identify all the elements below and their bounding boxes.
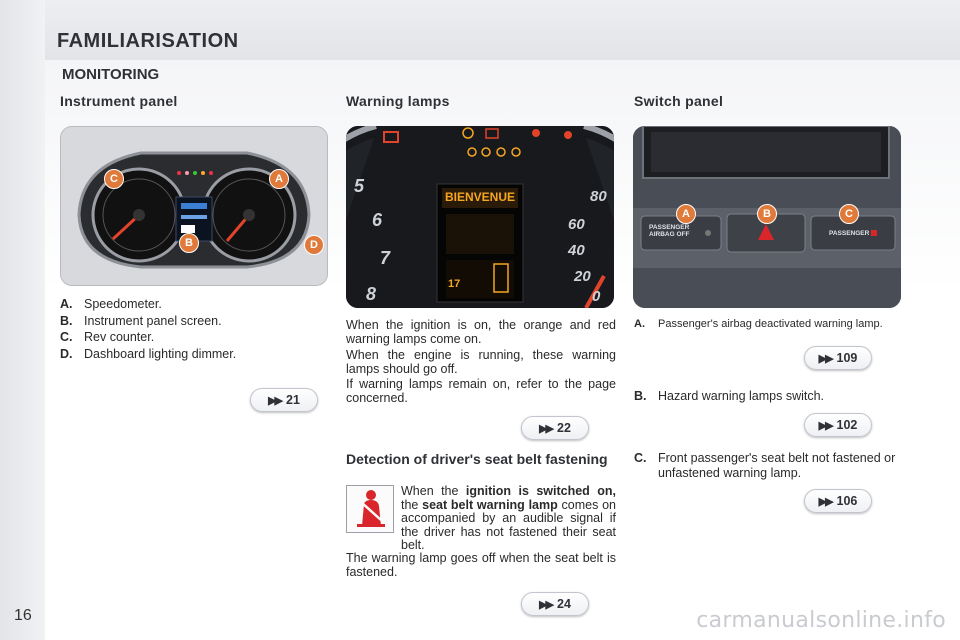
chapter-title: FAMILIARISATION	[57, 30, 239, 52]
list-item	[60, 313, 236, 330]
item-text: Passenger's airbag deactivated warning lamp.	[658, 318, 883, 330]
instrument-panel-list	[60, 296, 236, 362]
list-item	[60, 329, 236, 346]
dial-number: 20	[574, 268, 591, 285]
dial-number: 5	[354, 176, 365, 196]
list-item	[60, 296, 236, 313]
dial-number: 0	[592, 288, 601, 305]
callout-c-label: C	[104, 169, 124, 189]
page-ref-link[interactable]	[521, 592, 589, 616]
fast-forward-icon: ▶▶	[268, 394, 281, 407]
switch-item-c	[634, 451, 904, 481]
item-text: Rev counter.	[84, 330, 155, 344]
item-key: C.	[60, 330, 73, 344]
callout-b-label: B	[179, 233, 199, 253]
item-text: Dashboard lighting dimmer.	[84, 346, 237, 361]
fast-forward-icon: ▶▶	[818, 419, 832, 432]
dial-number: 7	[380, 248, 391, 268]
page-ref-number: 22	[557, 421, 571, 435]
lcd-temperature: 17	[448, 278, 461, 290]
warning-paragraph: If warning lamps remain on, refer to the page concerned.	[346, 377, 616, 405]
section-title: MONITORING	[62, 66, 160, 83]
lcd-welcome-text: BIENVENUE	[444, 190, 515, 204]
watermark: carmanualsonline.info	[696, 608, 946, 633]
dial-number: 8	[366, 284, 377, 304]
item-key: C.	[634, 451, 647, 465]
instrument-panel-title: Instrument panel	[60, 93, 178, 109]
seat-belt-title: Detection of driver's seat belt fastening	[346, 451, 608, 467]
page-number: 16	[14, 607, 32, 624]
callout-d-label: D	[304, 235, 324, 255]
seat-belt-paragraph-2: The warning lamp goes off when the seat belt is fastened.	[346, 551, 616, 579]
item-key: B.	[60, 313, 73, 328]
fast-forward-icon: ▶▶	[539, 422, 552, 435]
airbag-button-label: PASSENGER AIRBAG OFF	[649, 224, 690, 238]
dial-number: 80	[590, 188, 607, 205]
instrument-panel-image	[60, 126, 328, 286]
seat-belt-paragraph: When the ignition is switched on, the seat belt warning lamp comes on accompanied by an audible signal if the driver has not fastened their seat belt.	[401, 484, 616, 552]
switch-panel-image	[633, 126, 901, 308]
callout-c-label: C	[839, 204, 859, 224]
page-ref-link[interactable]	[804, 489, 872, 513]
item-key: B.	[634, 389, 647, 403]
passenger-button-label: PASSENGER	[829, 230, 870, 237]
callout-a-label: A	[269, 169, 289, 189]
page-ref-number: 24	[557, 597, 571, 611]
page-ref-link[interactable]	[804, 346, 872, 370]
page-ref-link[interactable]	[250, 388, 318, 412]
warning-lamps-title: Warning lamps	[346, 93, 450, 109]
item-text: Speedometer.	[84, 297, 162, 311]
page-ref-number: 21	[286, 393, 300, 407]
warning-paragraph: When the engine is running, these warning lamps should go off.	[346, 348, 616, 376]
page-ref-number: 109	[836, 351, 858, 365]
dial-number: 60	[568, 216, 585, 233]
fast-forward-icon: ▶▶	[539, 598, 552, 611]
page-ref-number: 106	[836, 494, 858, 508]
item-key: A.	[634, 318, 645, 330]
fast-forward-icon: ▶▶	[818, 495, 832, 508]
callout-a-label: A	[676, 204, 696, 224]
fast-forward-icon: ▶▶	[818, 352, 832, 365]
switch-panel-title: Switch panel	[634, 93, 724, 109]
item-text: Hazard warning lamps switch.	[658, 389, 825, 403]
list-item	[60, 346, 236, 363]
warning-paragraph: When the ignition is on, the orange and red warning lamps come on.	[346, 318, 616, 346]
item-key: A.	[60, 297, 73, 311]
switch-item-b	[634, 389, 904, 404]
item-key: D.	[60, 346, 73, 361]
page-ref-link[interactable]	[521, 416, 589, 440]
item-text: Front passenger's seat belt not fastened or unfastened warning lamp.	[658, 451, 896, 480]
callout-b-label: B	[757, 204, 777, 224]
page-ref-link[interactable]	[804, 413, 872, 437]
warning-lamps-image	[346, 126, 614, 308]
dial-number: 40	[568, 242, 585, 259]
dial-number: 6	[372, 210, 383, 230]
page-sidebar	[0, 0, 45, 640]
page-ref-number: 102	[836, 418, 858, 432]
switch-item-a	[634, 318, 904, 331]
seat-belt-warning-icon	[346, 485, 394, 533]
item-text: Instrument panel screen.	[84, 313, 222, 328]
